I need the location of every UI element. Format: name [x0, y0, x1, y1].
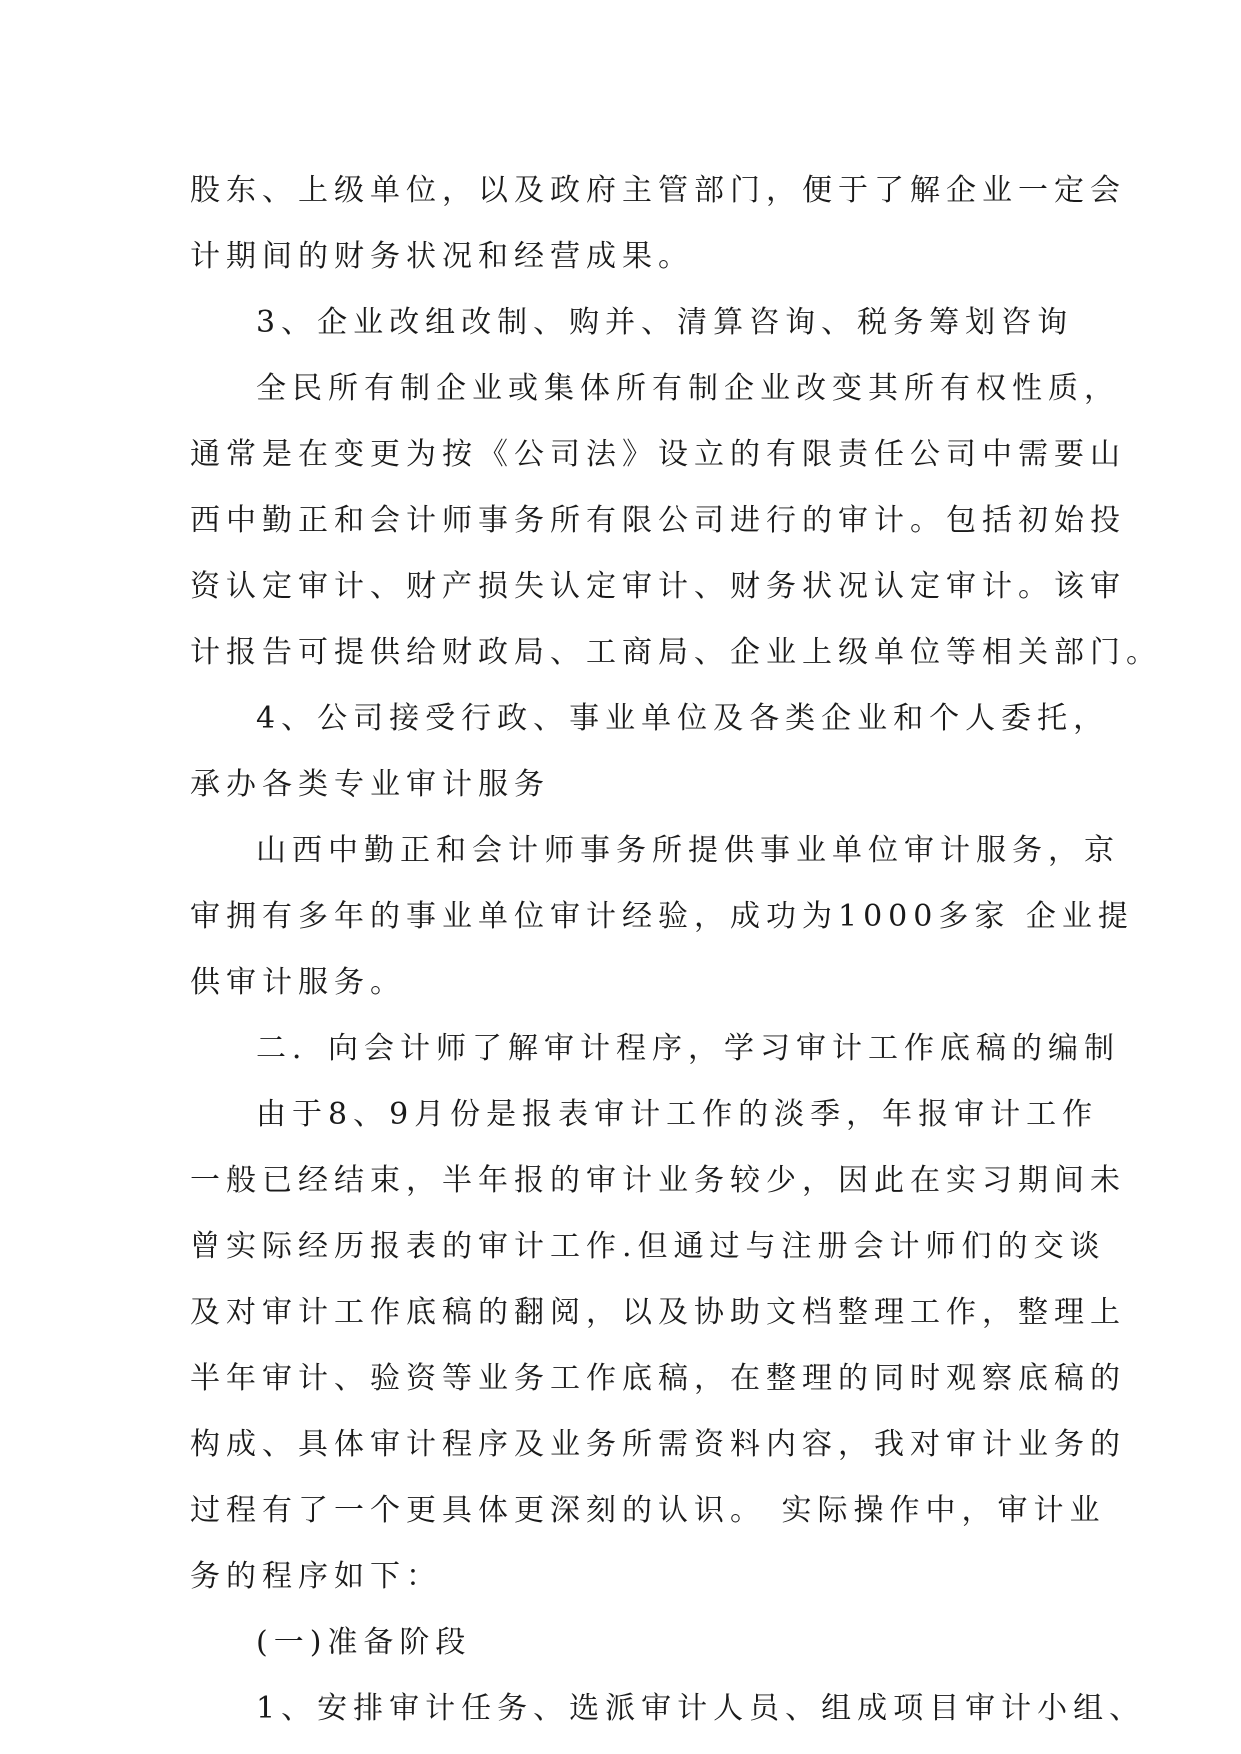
- text-line: 股东、上级单位，以及政府主管部门，便于了解企业一定会: [190, 173, 1126, 208]
- text-line: 由于8、9月份是报表审计工作的淡季，年报审计工作: [256, 1097, 1099, 1132]
- text-line: 计期间的财务状况和经营成果。: [190, 239, 694, 274]
- text-line: 西中勤正和会计师事务所有限公司进行的审计。包括初始投: [190, 503, 1126, 538]
- text-line: 供审计服务。: [190, 965, 406, 1000]
- section-heading: 二．向会计师了解审计程序，学习审计工作底稿的编制: [256, 1031, 1120, 1066]
- text-line: 半年审计、验资等业务工作底稿，在整理的同时观察底稿的: [190, 1361, 1126, 1396]
- text-line: 通常是在变更为按《公司法》设立的有限责任公司中需要山: [190, 437, 1126, 472]
- text-line: 计报告可提供给财政局、工商局、企业上级单位等相关部门。: [190, 635, 1162, 670]
- text-line: 山西中勤正和会计师事务所提供事业单位审计服务，京: [256, 833, 1120, 868]
- text-line: 1、安排审计任务、选派审计人员、组成项目审计小组、: [256, 1691, 1146, 1726]
- text-line: 及对审计工作底稿的翻阅，以及协助文档整理工作，整理上: [190, 1295, 1126, 1330]
- text-line: 一般已经结束，半年报的审计业务较少，因此在实习期间未: [190, 1163, 1126, 1198]
- section-heading: 3、企业改组改制、购并、清算咨询、税务筹划咨询: [256, 305, 1074, 340]
- text-line: 务的程序如下：: [190, 1559, 442, 1594]
- text-line: 过程有了一个更具体更深刻的认识。 实际操作中，审计业: [190, 1493, 1106, 1528]
- body-text: [190, 158, 1162, 1742]
- text-line: 审拥有多年的事业单位审计经验，成功为1000多家 企业提: [190, 899, 1134, 934]
- section-heading: 4、公司接受行政、事业单位及各类企业和个人委托，: [256, 701, 1110, 736]
- text-line: 曾实际经历报表的审计工作.但通过与注册会计师们的交谈: [190, 1229, 1106, 1264]
- section-heading: 承办各类专业审计服务: [190, 767, 550, 802]
- text-line: 资认定审计、财产损失认定审计、财务状况认定审计。该审: [190, 569, 1126, 604]
- text-line: 全民所有制企业或集体所有制企业改变其所有权性质，: [256, 371, 1120, 406]
- section-heading: (一)准备阶段: [256, 1625, 472, 1660]
- text-line: 构成、具体审计程序及业务所需资料内容，我对审计业务的: [190, 1427, 1126, 1462]
